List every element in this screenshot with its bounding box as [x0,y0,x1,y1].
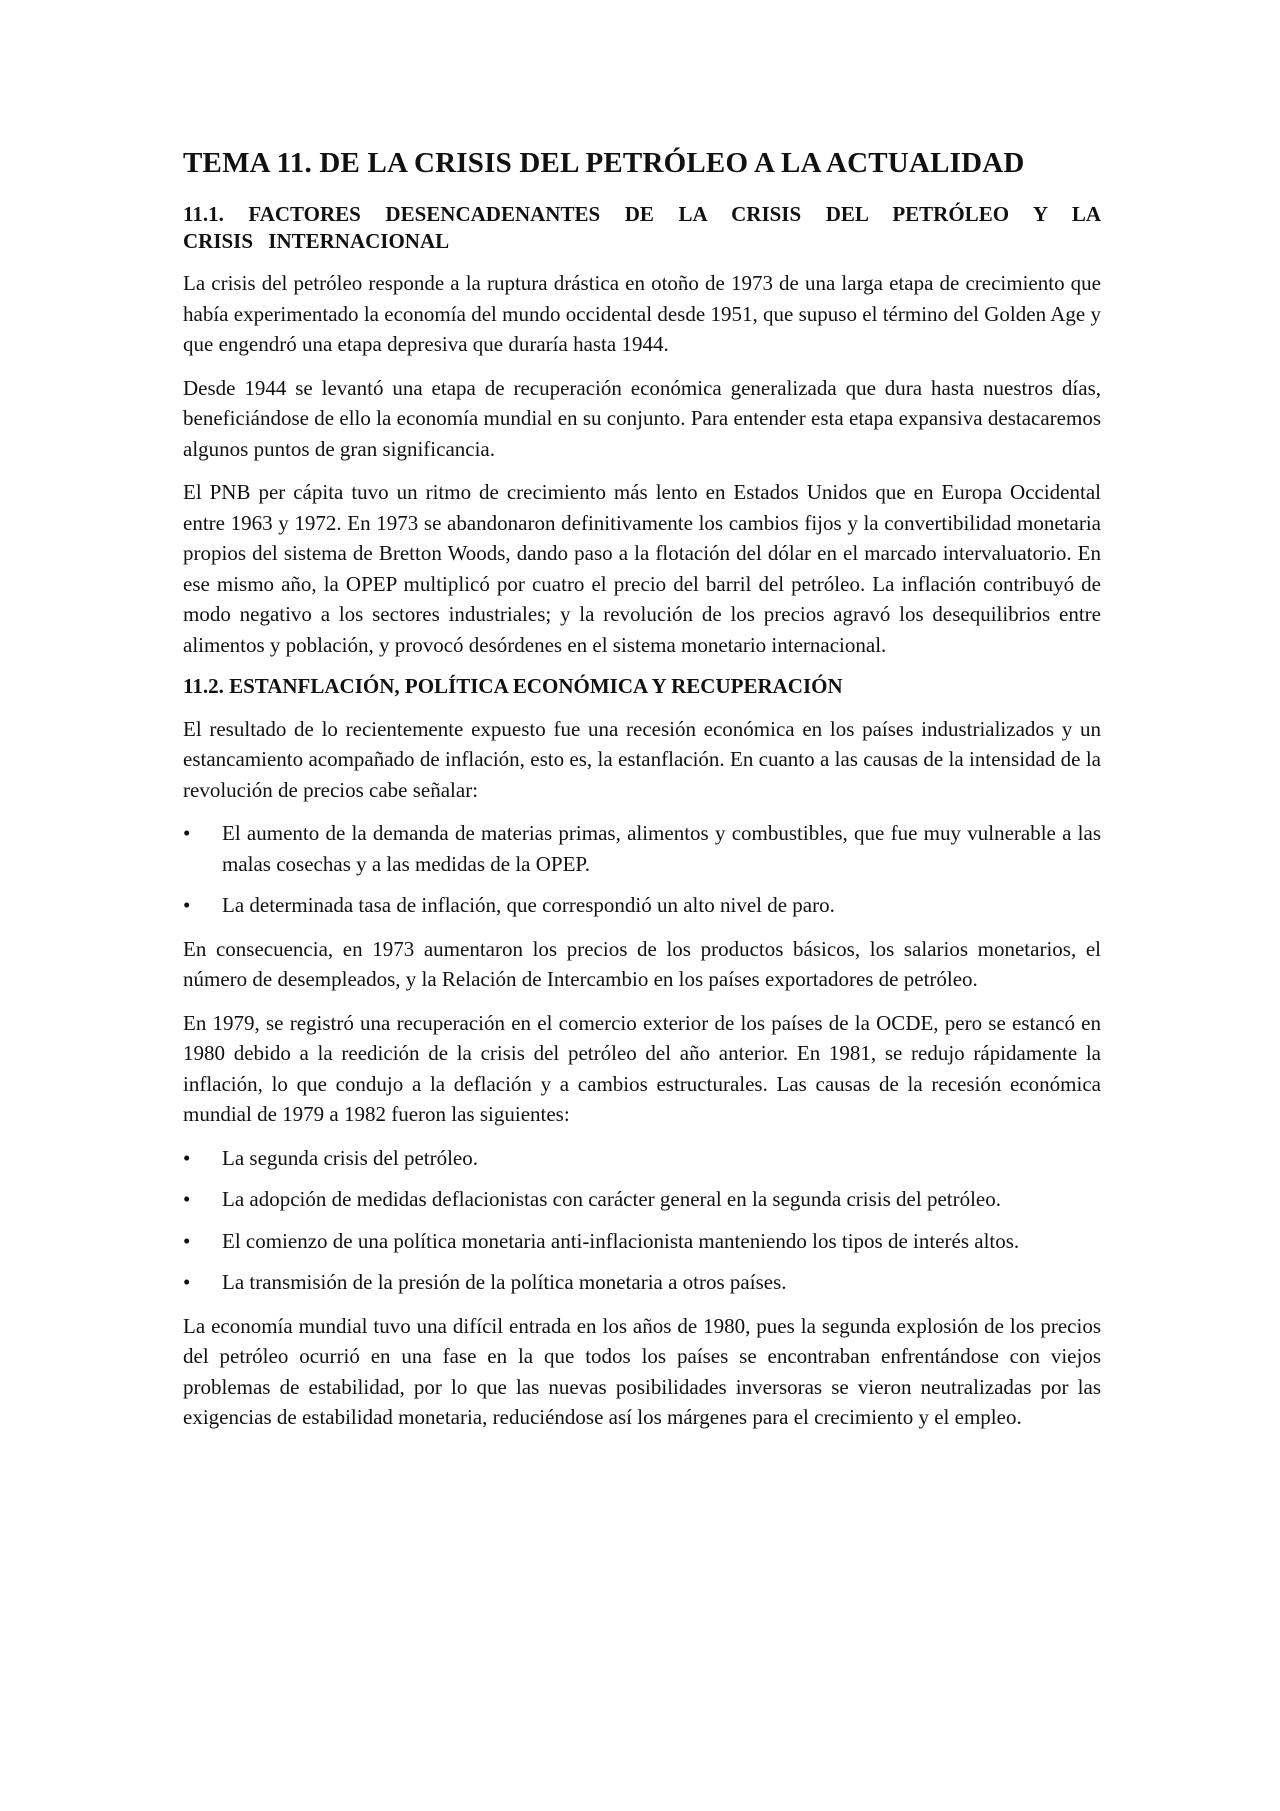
section-1-heading: 11.1. FACTORES DESENCADENANTES DE LA CRISIS DEL PETRÓLEO Y LA CRISIS INTERNACIONAL [183,201,1101,254]
bullet-icon: • [183,1187,191,1212]
list-item [183,1184,1101,1215]
closing-paragraph: La economía mundial tuvo una difícil entrada en los años de 1980, pues la segunda explosión de los precios del petróleo ocurrió en una fase en la que todos los países se encontraban enfrentándose con viejos problemas de estabilidad, por lo que las nuevas posibilidades inversoras se vieron neutralizadas por las exigencias de estabilidad monetaria, reduciéndose así los márgenes para el crecimiento y el empleo. [183,1313,1101,1430]
list-item [183,890,1101,921]
list-item [183,818,1101,879]
list-item [183,1226,1101,1257]
section-2-heading: 11.2. ESTANFLACIÓN, POLÍTICA ECONÓMICA Y RECUPERACIÓN [183,674,843,699]
section-1-paragraph: Desde 1944 se levantó una etapa de recuperación económica generalizada que dura hasta nuestros días, beneficiándose de ello la economía mundial en su conjunto. Para entender esta etapa expansiva destacaremos algunos puntos de gran significancia. [183,375,1101,461]
recession-causes-list [183,1143,1101,1298]
bullet-icon: • [183,1270,191,1295]
section-2-intro: El resultado de lo recientemente expuesto fue una recesión económica en los países industrializados y un estancamiento acompañado de inflación, esto es, la estanflación. En cuanto a las causas de la intensidad de la revolución de precios cabe señalar: [183,716,1101,802]
list-item-text: La transmisión de la presión de la política monetaria a otros países. [222,1270,787,1295]
list-item-text: El comienzo de una política monetaria anti-inflacionista manteniendo los tipos de interés altos. [222,1228,1020,1253]
list-item-text: La segunda crisis del petróleo. [222,1145,478,1170]
recovery-paragraph: En 1979, se registró una recuperación en el comercio exterior de los países de la OCDE, pero se estancó en 1980 debido a la reedición de la crisis del petróleo del año anterior. En 1981, se redujo rápidamente la inflación, lo que condujo a la deflación y a cambios estructurales. Las causas de la recesión económica mundial de 1979 a 1982 fueron las siguientes: [183,1010,1101,1127]
bullet-icon: • [183,1228,191,1253]
section-1-paragraph: El PNB per cápita tuvo un ritmo de crecimiento más lento en Estados Unidos que en Europa Occidental entre 1963 y 1972. En 1973 se abandonaron definitivamente los cambios fijos y la convertibilidad monetaria propios del sistema de Bretton Woods, dando paso a la flotación del dólar en el marcado intervaluatorio. En ese mismo año, la OPEP multiplicó por cuatro el precio del barril del petróleo. La inflación contribuyó de modo negativo a los sectores industriales; y la revolución de los precios agravó los desequilibrios entre alimentos y población, y provocó desórdenes en el sistema monetario internacional. [183,480,1101,657]
consequence-paragraph: En consecuencia, en 1973 aumentaron los precios de los productos básicos, los salarios monetarios, el número de desempleados, y la Relación de Intercambio en los países exportadores de petróleo. [183,936,1101,992]
document-page [183,146,1101,1446]
list-item-text: El aumento de la demanda de materias primas, alimentos y combustibles, que fue muy vulnerable a las malas cosechas y a las medidas de la OPEP. [222,821,1101,876]
list-item [183,1267,1101,1298]
section-1-paragraph: La crisis del petróleo responde a la ruptura drástica en otoño de 1973 de una larga etapa de crecimiento que había experimentado la economía del mundo occidental desde 1951, que supuso el término del Golden Age y que engendró una etapa depresiva que duraría hasta 1944. [183,271,1101,357]
document-title: TEMA 11. DE LA CRISIS DEL PETRÓLEO A LA ACTUALIDAD [183,147,1025,179]
bullet-icon: • [183,893,191,918]
list-item-text: La determinada tasa de inflación, que correspondió un alto nivel de paro. [222,893,835,918]
bullet-icon: • [183,821,191,846]
bullet-icon: • [183,1145,191,1170]
price-revolution-causes-list [183,818,1101,921]
list-item-text: La adopción de medidas deflacionistas con carácter general en la segunda crisis del petróleo. [222,1187,1001,1212]
list-item [183,1143,1101,1174]
